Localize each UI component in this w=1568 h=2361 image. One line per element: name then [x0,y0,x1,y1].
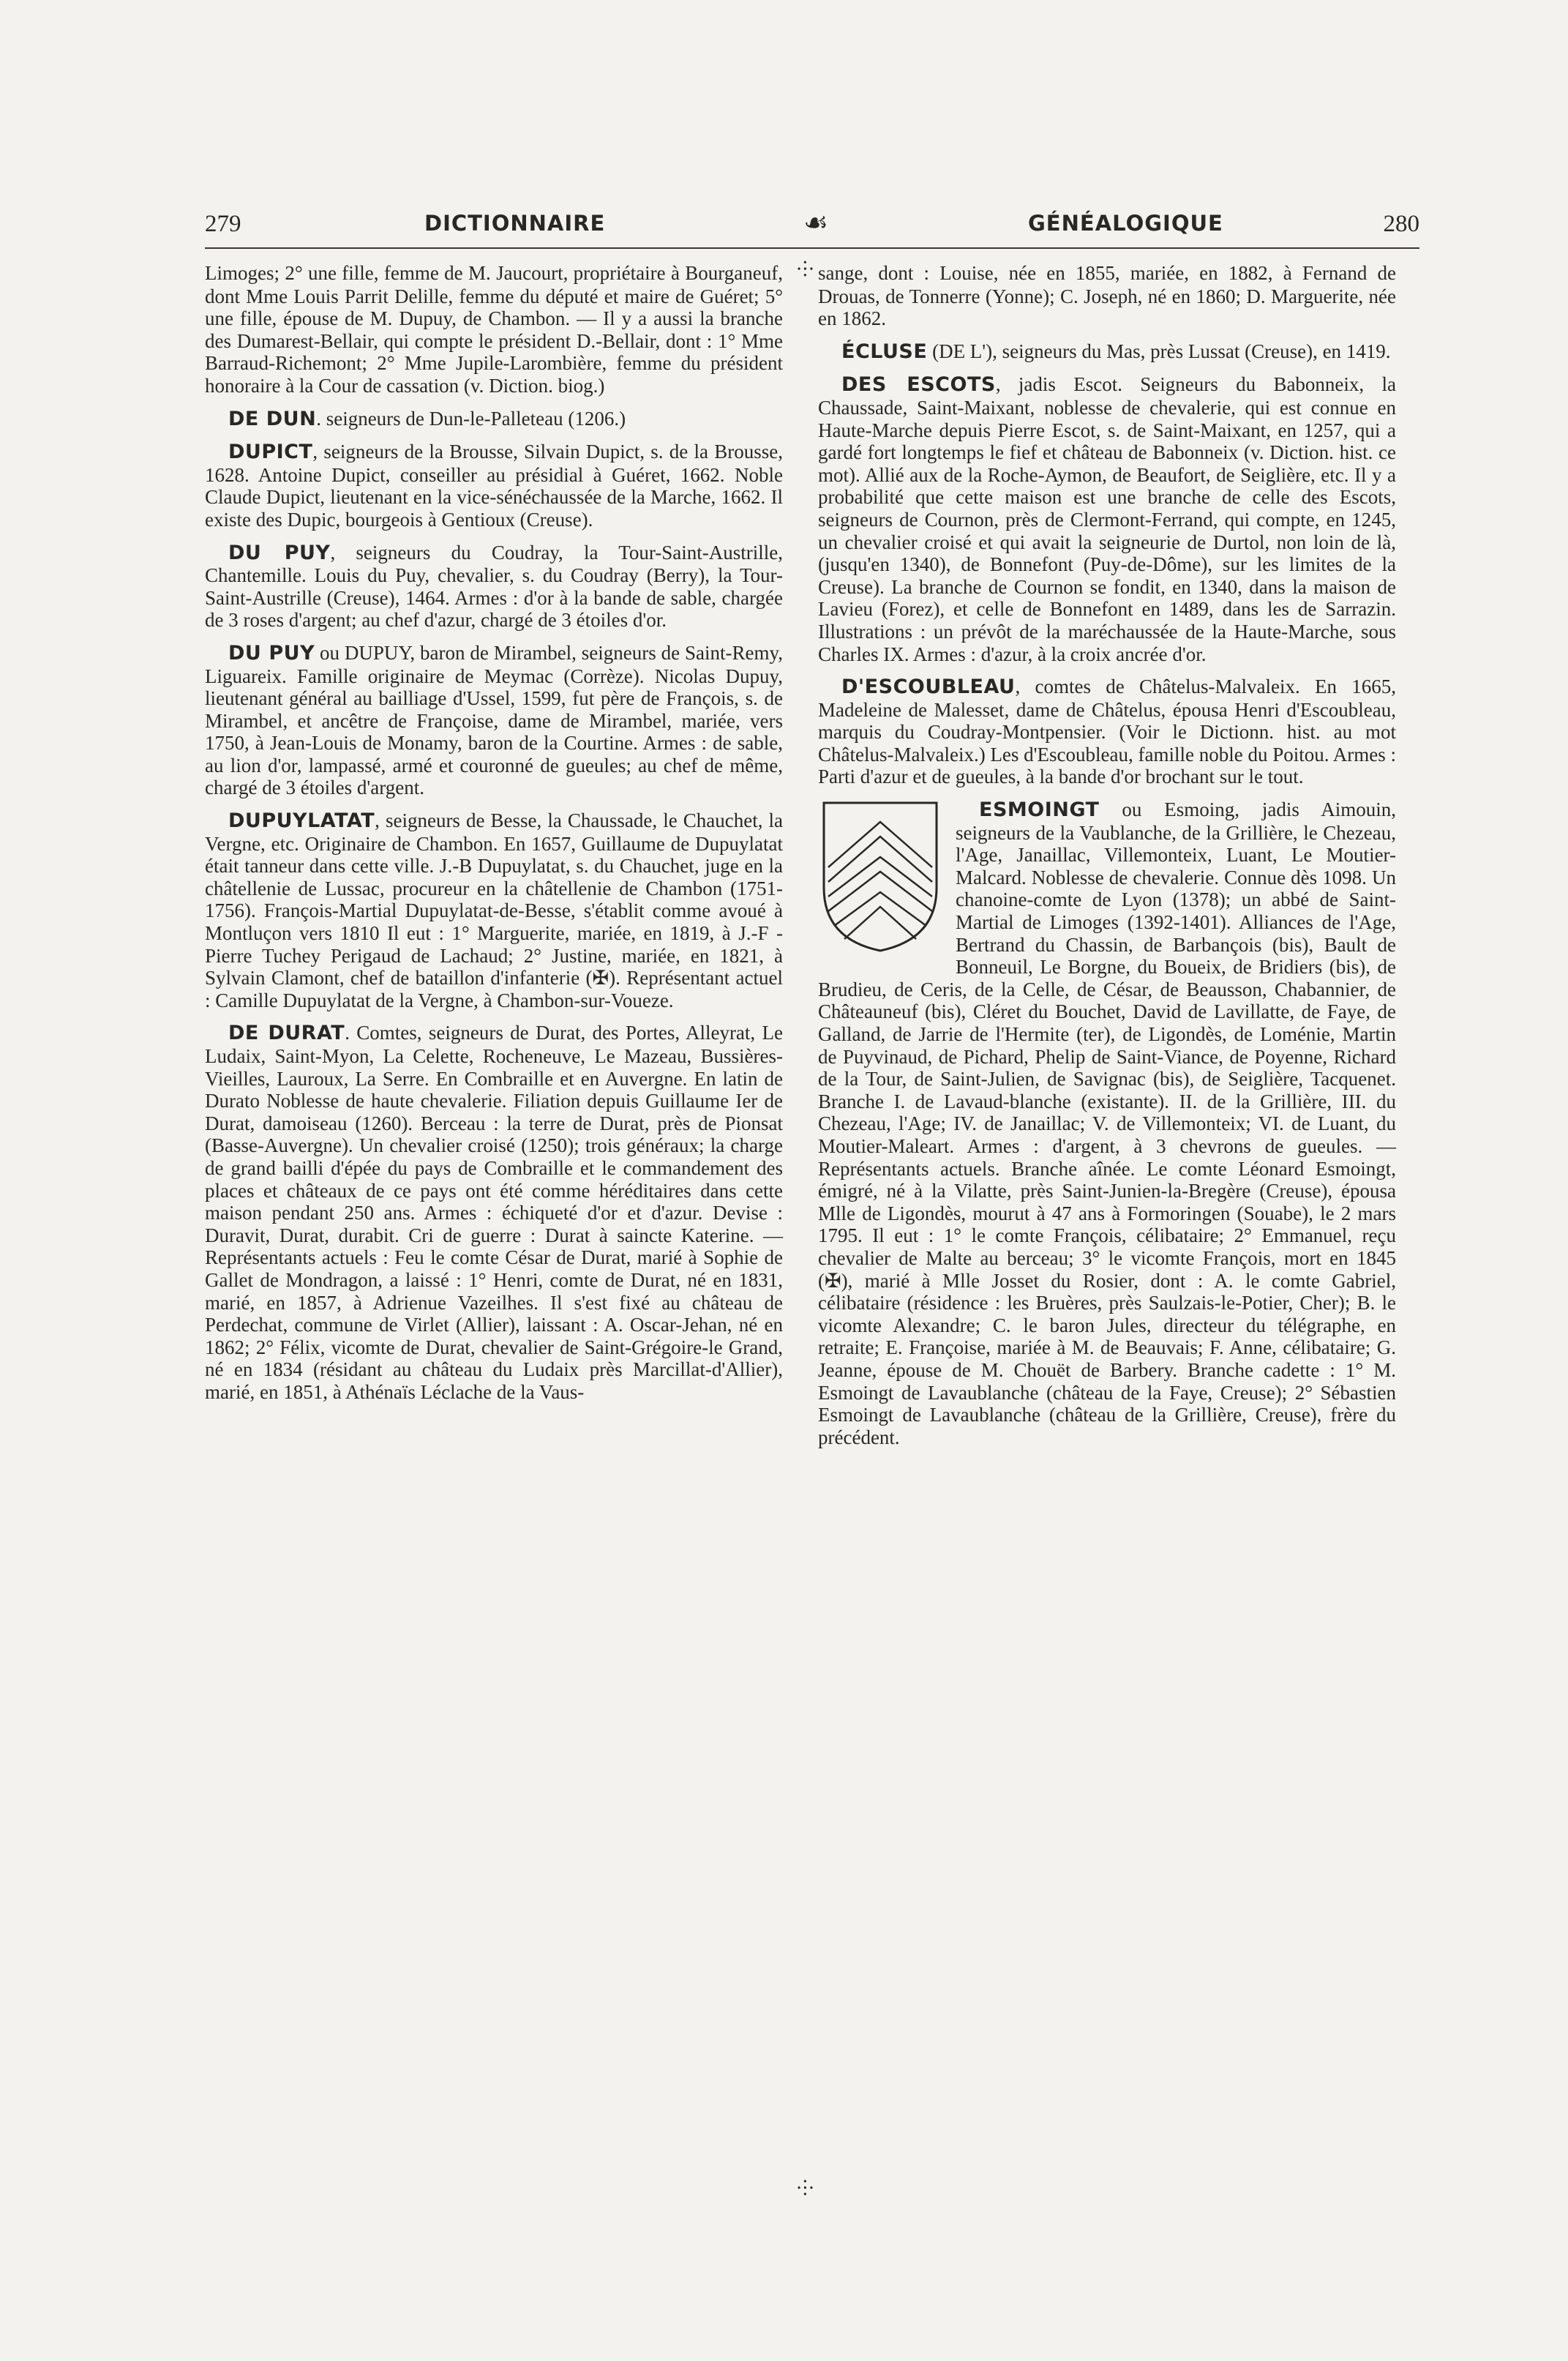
entry: ESMOINGT ou Esmoing, jadis Aimouin, seigneurs de la Vaublanche, de la Grillière, le Chezeau, l'Age, Janaillac, Villemonteix, Luant, Le Moutier-Malcard. Noblesse de chevalerie. Connue dès 1098. Un chanoine-comte de Lyon (1378); un abbé de Saint-Martial de Limoges (1392-1401). Alliances de l'Age, Bertrand du Chassin, de Barbançois (bis), Bault de Bonneuil, Le Borgne, du Boueix, de Bridiers (bis), de Brudieu, de Ceris, de la Celle, de César, de Beausson, Chabannier, de Châteauneuf (bis), Cléret du Bouchet, David de Lavillatte, de Faye, de Galland, de Jarrie de l'Hermite (ter), de Ligondès, de Loménie, Martin de Puyvinaud, de Pichard, Phelip de Saint-Viance, de Poyenne, Richard de la Tour, de Saint-Julien, de Savignac (bis), de Seiglière, Tacquenet. Branche I. de Lavaud-blanche (existante). II. de la Grillière, III. du Chezeau, l'Age; IV. de Janaillac; V. de Villemonteix; VI. de Luant, du Moutier-Maleart. Armes : d'argent, à 3 chevrons de gueules. — Représentants actuels. Branche aînée. Le comte Léonard Esmoingt, émigré, né à la Vilatte, près Saint-Junien-la-Bregère (Creuse), épousa Mlle de Ligondès, mourut à 47 ans à Formoringen (Souabe), le 2 mars 1795. Il eut : 1° le comte François, célibataire; 2° Emmanuel, reçu chevalier de Malte au berceau; 3° le vicomte François, mort en 1845 (✠), marié à Mlle Josset du Rosier, dont : A. le comte Gabriel, célibataire (résidence : les Bruères, près Saulzais-le-Potier, Cher); B. le vicomte Alexandre; C. le baron Jules, directeur du télégraphe, en retraite; E. Françoise, mariée à M. de Beauvais; F. Anne, célibataire; G. Jeanne, épouse de M. Chouët de Barbery. Branche cadette : 1° M. Esmoingt de Lavaublanche (château de la Faye, Creuse); 2° Sébastien Esmoingt de Lavaublanche (château de la Grillière, Creuse), frère du précédent. [818,798,1396,1448]
header-rule [205,247,1419,249]
left-column [205,262,783,1414]
divider-ornament-icon: ⸭ [797,258,814,281]
entry-headword: ÉCLUSE [841,340,928,363]
entry-headword: DE DUN [228,407,317,430]
entry-headword: ESMOINGT [979,798,1100,822]
entry-headword: DUPUYLATAT [228,809,375,833]
entry: Limoges; 2° une fille, femme de M. Jaucourt, propriétaire à Bourganeuf, dont Mme Louis Parrit Delille, femme du député et maire de Guéret; 5° une fille, épouse de M. Dupuy, de Chambon. — Il y a aussi la branche des Dumarest-Bellair, qui compte le président D.-Bellair, dont : 1° Mme Barraud-Richemont; 2° Mme Jupile-Larombière, femme du président honoraire à la Cour de cassation (v. Diction. biog.) [205,262,783,397]
running-title-left: DICTIONNAIRE [424,211,606,236]
coat-of-arms-icon [818,800,942,954]
entry: DU PUY ou DUPUY, baron de Mirambel, seigneurs de Saint-Remy, Liguareix. Famille originaire de Meymac (Corrèze). Nicolas Dupuy, lieutenant général au bailliage d'Ussel, 1599, fut père de François, s. de Mirambel, et ancêtre de Françoise, dame de Mirambel, mariée, vers 1750, à Jean-Louis de Monamy, baron de la Courtine. Armes : de sable, au lion d'or, lampassé, armé et couronné de gueules; au chef de même, chargé de 3 étoiles d'argent. [205,641,783,799]
entry: DUPICT, seigneurs de la Brousse, Silvain Dupict, s. de la Brousse, 1628. Antoine Dupict, conseiller au présidial à Guéret, 1662. Noble Claude Dupict, lieutenant en la vice-sénéchaussée de la Marche, 1662. Il existe des Dupic, bourgeois à Gentioux (Creuse). [205,441,783,531]
entry-headword: D'ESCOUBLEAU [841,676,1016,699]
page-header [205,208,1419,247]
page-number-right: 280 [1383,211,1419,237]
entry-headword: DUPICT [228,441,313,464]
entry-headword: DE DURAT [228,1022,345,1045]
divider-ornament-icon: ⸭ [797,2177,814,2200]
entry: DE DUN. seigneurs de Dun-le-Palleteau (1206.) [228,407,626,430]
entry-headword: DES ESCOTS [841,373,996,397]
entry: DE DURAT. Comtes, seigneurs de Durat, des Portes, Alleyrat, Le Ludaix, Saint-Myon, La Celette, Rocheneuve, Le Mazeau, Bussières-Vieilles, Lauroux, La Serre. En Combraille et en Auvergne. En latin de Durato Noblesse de haute chevalerie. Filiation depuis Guillaume Ier de Durat, damoiseau (1260). Berceau : la terre de Durat, près de Pionsat (Basse-Auvergne). Un chevalier croisé (1250); trois généraux; la charge de grand bailli d'épée du pays de Combraille et le commandement des places et châteaux de ce pays ont été comme héréditaires dans cette maison pendant 250 ans. Armes : échiqueté d'or et d'azur. Devise : Duravit, Durat, durabit. Cri de guerre : Durat à saincte Katerine. — Représentants actuels : Feu le comte César de Durat, marié à Sophie de Gallet de Mondragon, a laissé : 1° Henri, comte de Durat, né en 1831, marié, en 1857, à Adrienue Vazeilhes. Il s'est fixé au château de Perdechat, commune de Virlet (Allier), laissant : A. Oscar-Jehan, né en 1862; 2° Félix, vicomte de Durat, chevalier de Saint-Grégoire-le Grand, né en 1834 (résidant au château du Ludaix près Marcillat-d'Allier), marié, en 1851, à Athénaïs Léclache de la Vaus- [205,1022,783,1403]
entry: DES ESCOTS, jadis Escot. Seigneurs du Babonneix, la Chaussade, Saint-Maixant, noblesse de chevalerie, qui est connue en Haute-Marche depuis Pierre Escot, s. de Saint-Maixant, en 1257, qui a gardé fort longtemps le fief et château de Babonneix (v. Diction. hist. ce mot). Allié aux de la Roche-Aymon, de Beaufort, de Seiglière, etc. Il y a probabilité que cette maison est une branche de celle des Escots, seigneurs de Cournon, près de Clermont-Ferrand, qui compte, en 1245, un chevalier croisé et qui avait la seigneurie de Durtol, non loin de là, (jusqu'en 1340), de Bonnefont (Puy-de-Dôme), sur les limites de la Creuse). La branche de Cournon se fondit, en 1340, dans la maison de Lavieu (Forez), et celle de Bonnefont en 1489, dans les de Sarrazin. Illustrations : un prévôt de la maréchaussée de la Haute-Marche, sous Charles IX. Armes : d'azur, à la croix ancrée d'or. [818,373,1396,665]
right-column [818,262,1396,1459]
entry: D'ESCOUBLEAU, comtes de Châtelus-Malvaleix. En 1665, Madeleine de Malesset, dame de Châtelus, épousa Henri d'Escoubleau, marquis du Coudray-Montpensier. (Voir le Dictionn. hist. au mot Châtelus-Malvaleix.) Les d'Escoubleau, famille noble du Poitou. Armes : Parti d'azur et de gueules, à la bande d'or brochant sur le tout. [818,676,1396,788]
entry-headword: DU PUY [228,641,315,665]
entry-headword: DU PUY [228,541,331,564]
entry: DU PUY, seigneurs du Coudray, la Tour-Saint-Austrille, Chantemille. Louis du Puy, chevalier, s. du Coudray (Berry), la Tour-Saint-Austrille (Creuse), 1464. Armes : d'or à la bande de sable, chargée de 3 roses d'argent; au chef d'azur, chargé de 3 étoiles d'or. [205,541,783,632]
page-number-left: 279 [205,211,241,237]
running-title-right: GÉNÉALOGIQUE [1028,211,1223,236]
entry: DUPUYLATAT, seigneurs de Besse, la Chaussade, le Chauchet, la Vergne, etc. Originaire de Chambon. En 1657, Guillaume de Dupuylatat était tanneur dans cette ville. J.-B Dupuylatat, s. du Chauchet, juge en la châtellenie de Lussac, procureur en la châtellenie de Chambon (1751-1756). François-Martial Dupuylatat-de-Besse, s'établit comme avoué à Montluçon vers 1810 Il eut : 1° Marguerite, mariée, en 1819, à J.-F -Pierre Tuchey Perigaud de Lachaud; 2° Justine, mariée, en 1821, à Sylvain Clamont, chef de bataillon d'infanterie (✠). Représentant actuel : Camille Dupuylatat de la Vergne, à Chambon-sur-Voueze. [205,809,783,1011]
entry: ÉCLUSE (DE L'), seigneurs du Mas, près Lussat (Creuse), en 1419. [841,340,1391,363]
header-ornament-icon: ☙ [803,208,829,239]
entry: sange, dont : Louise, née en 1855, mariée, en 1882, à Fernand de Drouas, de Tonnerre (Yonne); C. Joseph, né en 1860; D. Marguerite, née en 1862. [818,262,1396,330]
